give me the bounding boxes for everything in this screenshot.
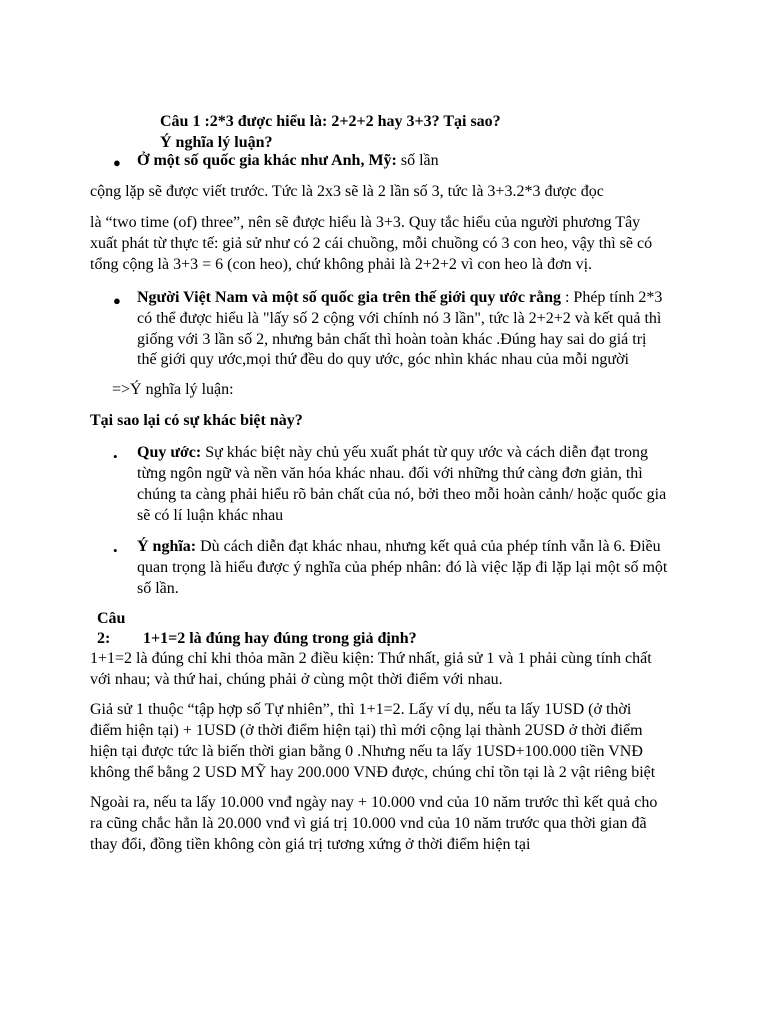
- q1-para2-line1: là “two time (of) three”, nên sẽ được hiểu là 3+3. Quy tắc hiểu của người phương Tây: [90, 214, 641, 231]
- bullet3-line2: từng ngôn ngữ và nền văn hóa khác nhau. đối với những thứ càng đơn giản, thì: [137, 465, 643, 482]
- bullet2-line4: thế giới quy ước,mọi thứ đều do quy ước, góc nhìn khác nhau của mỗi người: [137, 351, 629, 368]
- bullet2-line3: giống với 3 lần số 2, nhưng bản chất thì hoàn toàn khác .Đúng hay sai do giá trị: [137, 331, 647, 348]
- bullet-dot: ●: [113, 155, 121, 170]
- q1-title-line2: Ý nghĩa lý luận?: [160, 134, 273, 151]
- bullet4-line2: quan trọng là hiểu được ý nghĩa của phép nhân: đó là việc lặp đi lặp lại một số một: [137, 559, 668, 576]
- q2-para3-line2: ra cũng chắc hẳn là 20.000 vnđ vì giá trị 10.000 vnd của 10 năm trước qua thời gian đã: [90, 815, 647, 832]
- bullet4-line3: số lần.: [137, 580, 179, 597]
- q2-label-line1: Câu: [97, 610, 126, 627]
- bullet2-line1: [137, 287, 662, 309]
- q1-title-line1: Câu 1 :2*3 được hiểu là: 2+2+2 hay 3+3? Tại sao?: [160, 113, 501, 130]
- q2-para1-line2: với nhau; và thứ hai, chúng phải ở cùng một thời điểm với nhau.: [90, 671, 503, 688]
- q1-para2-line2: xuất phát từ thực tế: giả sử như có 2 cái chuồng, mỗi chuồng có 3 con heo, vậy thì sẽ có: [90, 235, 653, 252]
- bullet-dot: ●: [113, 293, 121, 308]
- bullet4-first: Dù cách diễn đạt khác nhau, nhưng kết quả của phép tính vẫn là 6. Điều: [196, 538, 661, 555]
- bullet1-text: số lần: [396, 152, 439, 169]
- bullet2-line2: có thể được hiểu là "lấy số 2 cộng với chính nó 3 lần", tức là 2+2+2 và kết quả thì: [137, 310, 662, 327]
- why-heading: Tại sao lại có sự khác biệt này?: [90, 412, 303, 429]
- bullet1-line: [137, 150, 439, 172]
- q2-para2-line3: hiện tại được tức là biến thời gian bằng 0 .Nhưng nếu ta lấy 1USD+100.000 tiền VNĐ: [90, 743, 643, 760]
- bullet3-line3: chúng ta càng phải hiểu rõ bản chất của nó, bởi theo mỗi hoàn cảnh/ hoặc quốc gia: [137, 486, 667, 503]
- bullet3-line4: sẽ có lí luận khác nhau: [137, 507, 284, 524]
- q2-para3-line3: thay đổi, đồng tiền không còn giá trị tương xứng ở thời điểm hiện tại: [90, 836, 531, 853]
- bullet4-bold: Ý nghĩa:: [137, 538, 197, 555]
- q2-para3-line1: Ngoài ra, nếu ta lấy 10.000 vnđ ngày nay + 10.000 vnd của 10 năm trước thì kết quả cho: [90, 794, 658, 811]
- bullet1-bold: Ở một số quốc gia khác như Anh, Mỹ:: [137, 152, 397, 169]
- q2-para1-line1: 1+1=2 là đúng chỉ khi thỏa mãn 2 điều kiện: Thứ nhất, giả sử 1 và 1 phải cùng tính chất: [90, 650, 652, 667]
- q2-para2-line4: không thể bằng 2 USD MỸ hay 200.000 VNĐ được, chúng chỉ tồn tại là 2 vật riêng biệt: [90, 764, 656, 781]
- q1-para1: cộng lặp sẽ được viết trước. Tức là 2x3 sẽ là 2 lần số 3, tức là 3+3.2*3 được đọc: [90, 183, 604, 200]
- q2-para2-line2: điểm hiện tại) + 1USD (ở thời điểm hiện tại) thì mới cộng lại thành 2USD ở thời điểm: [90, 722, 643, 739]
- bullet2-bold: Người Việt Nam và một số quốc gia trên thế giới quy ước rằng: [137, 289, 561, 306]
- bullet2-first: : Phép tính 2*3: [560, 289, 663, 306]
- q2-para2-line1: Giả sử 1 thuộc “tập hợp số Tự nhiên”, thì 1+1=2. Lấy ví dụ, nếu ta lấy 1USD (ở thời: [90, 701, 632, 718]
- q1-para2-line3: tổng cộng là 3+3 = 6 (con heo), chứ không phải là 2+2+2 vì con heo là đơn vị.: [90, 256, 593, 273]
- q2-title: 1+1=2 là đúng hay đúng trong giả định?: [143, 630, 417, 647]
- q2-label-line2: 2:: [97, 630, 111, 647]
- bullet3-line1: [137, 442, 648, 464]
- bullet3-first: Sự khác biệt này chủ yếu xuất phát từ quy ước và cách diễn đạt trong: [201, 444, 649, 461]
- bullet4-line1: [137, 536, 661, 558]
- bullet-dot: •: [113, 449, 118, 464]
- meaning-line: =>Ý nghĩa lý luận:: [112, 381, 234, 398]
- bullet-dot: •: [113, 543, 118, 558]
- bullet3-bold: Quy ước:: [137, 444, 202, 461]
